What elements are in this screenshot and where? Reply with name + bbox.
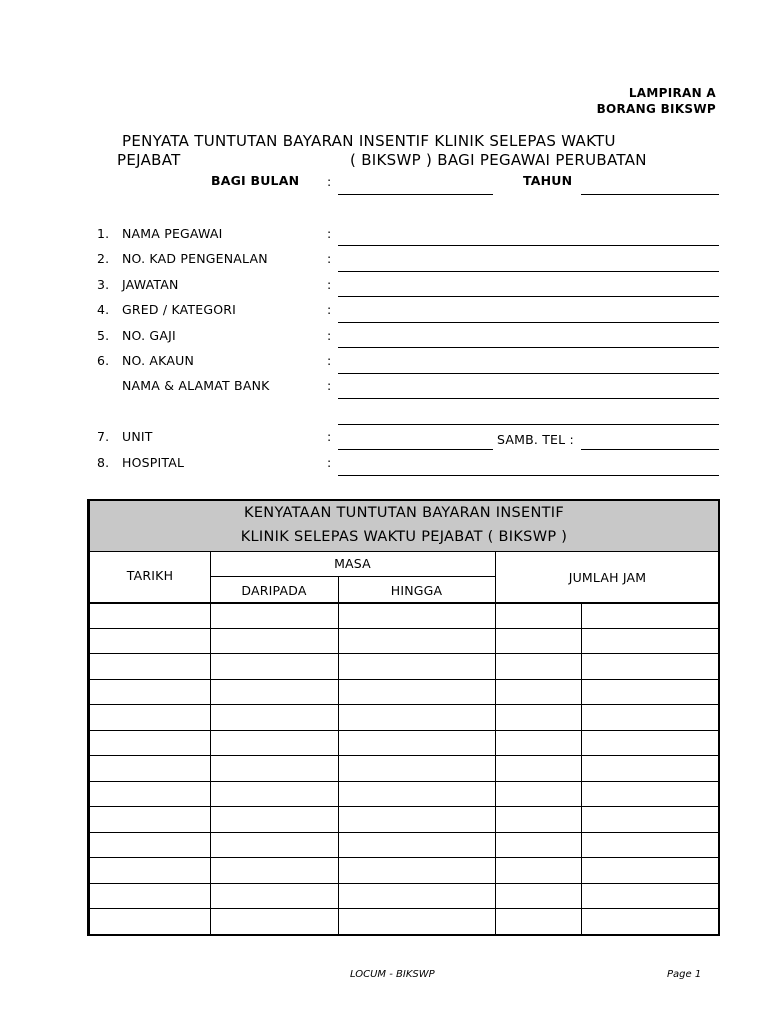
position-input-line[interactable]	[338, 296, 719, 297]
field-label-bank: NAMA & ALAMAT BANK	[122, 378, 270, 393]
col-header-date: TARIKH	[126, 568, 174, 583]
field-label-hospital: HOSPITAL	[122, 455, 185, 470]
field-label-unit: UNIT	[122, 429, 153, 444]
table-row[interactable]	[90, 857, 718, 858]
table-row[interactable]	[90, 755, 718, 756]
field-colon: :	[327, 302, 332, 317]
field-num: 5.	[97, 328, 110, 343]
col-header-to: HINGGA	[390, 583, 443, 598]
field-colon: :	[327, 378, 332, 393]
field-num: 2.	[97, 251, 110, 266]
ic-number-input-line[interactable]	[338, 271, 719, 272]
table-column-line	[210, 551, 211, 934]
form-title-line2-left: PEJABAT	[117, 151, 181, 169]
table-column-line	[495, 551, 496, 934]
field-num: 4.	[97, 302, 110, 317]
field-num: 7.	[97, 429, 110, 444]
year-label: TAHUN	[523, 173, 573, 188]
officer-name-input-line[interactable]	[338, 245, 719, 246]
field-num: 3.	[97, 277, 110, 292]
col-header-from: DARIPADA	[241, 583, 307, 598]
footer-page: Page 1	[667, 969, 702, 980]
grade-input-line[interactable]	[338, 322, 719, 323]
form-code-label: BORANG BIKSWP	[596, 102, 716, 116]
table-row[interactable]	[90, 628, 718, 629]
form-title-line1: PENYATA TUNTUTAN BAYARAN INSENTIF KLINIK SELEPAS WAKTU	[122, 132, 616, 150]
field-colon: :	[327, 429, 332, 444]
unit-input-line[interactable]	[338, 449, 493, 450]
month-label: BAGI BULAN	[211, 173, 300, 188]
bank-input-line-1[interactable]	[338, 398, 719, 399]
field-colon: :	[327, 328, 332, 343]
phone-ext-input-line[interactable]	[581, 449, 719, 450]
claims-table-title-line1: KENYATAAN TUNTUTAN BAYARAN INSENTIF	[244, 505, 564, 521]
table-row[interactable]	[90, 832, 718, 833]
header-bottom-border	[90, 602, 718, 604]
bank-input-line-2[interactable]	[338, 424, 719, 425]
table-row[interactable]	[90, 704, 718, 705]
field-label-position: JAWATAN	[122, 277, 179, 292]
field-colon: :	[327, 455, 332, 470]
table-column-line	[581, 602, 582, 934]
field-colon: :	[327, 226, 332, 241]
claims-table-title-line2: KLINIK SELEPAS WAKTU PEJABAT ( BIKSWP )	[240, 529, 568, 545]
field-num: 1.	[97, 226, 110, 241]
footer-center: LOCUM - BIKSWP	[350, 969, 435, 980]
month-colon: :	[327, 174, 332, 189]
account-number-input-line[interactable]	[338, 373, 719, 374]
col-header-time: MASA	[334, 556, 371, 571]
salary-number-input-line[interactable]	[338, 347, 719, 348]
form-title-line2-right: ( BIKSWP ) BAGI PEGAWAI PERUBATAN	[350, 151, 647, 169]
claims-table	[87, 499, 720, 936]
field-label-officer-name: NAMA PEGAWAI	[122, 226, 223, 241]
month-input-line[interactable]	[338, 194, 493, 195]
field-label-grade: GRED / KATEGORI	[122, 302, 237, 317]
hospital-input-line[interactable]	[338, 475, 719, 476]
table-row[interactable]	[90, 781, 718, 782]
table-row[interactable]	[90, 806, 718, 807]
table-row[interactable]	[90, 908, 718, 909]
year-input-line[interactable]	[581, 194, 719, 195]
field-label-salary-number: NO. GAJI	[122, 328, 176, 343]
table-row[interactable]	[90, 883, 718, 884]
field-label-ic-number: NO. KAD PENGENALAN	[122, 251, 268, 266]
table-row[interactable]	[90, 653, 718, 654]
field-colon: :	[327, 277, 332, 292]
table-row[interactable]	[90, 679, 718, 680]
appendix-label: LAMPIRAN A	[628, 86, 716, 100]
col-header-hours: JUMLAH JAM	[568, 570, 647, 585]
field-num: 6.	[97, 353, 110, 368]
field-colon: :	[327, 353, 332, 368]
field-colon: :	[327, 251, 332, 266]
table-row[interactable]	[90, 730, 718, 731]
field-label-account-number: NO. AKAUN	[122, 353, 195, 368]
phone-ext-label: SAMB. TEL :	[497, 432, 574, 447]
claims-table-title	[90, 501, 718, 552]
header-divider	[210, 576, 495, 577]
field-num: 8.	[97, 455, 110, 470]
